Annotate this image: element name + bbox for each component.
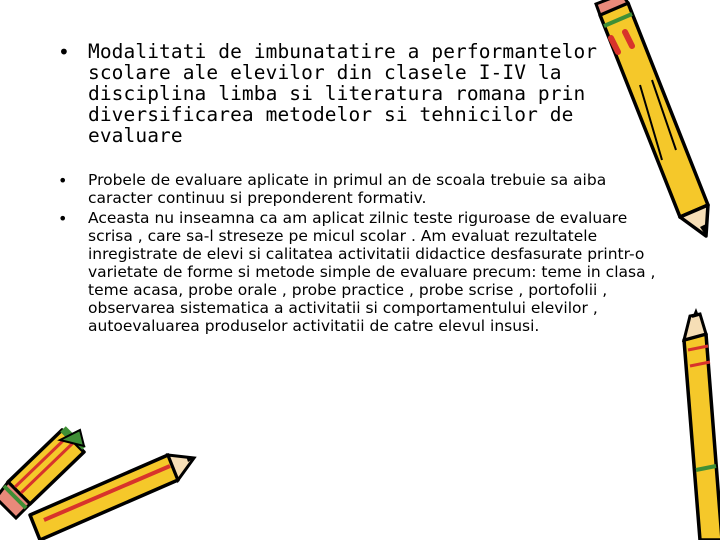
title-bullet-list — [58, 42, 678, 147]
body-bullet-list — [58, 172, 668, 336]
bullet-icon: • — [58, 171, 68, 190]
list-item — [58, 172, 668, 208]
title-bullet — [58, 42, 678, 147]
bullet-icon: • — [58, 40, 70, 64]
bullet-text: Aceasta nu inseamna ca am aplicat zilnic teste riguroase de evaluare scrisa , care sa-l streseze pe micul scolar . Am evaluat rezultatele inregistrate de elevi si calitatea activitatii didactice desfasurate printr-o varietate de forme si metode simple de evaluare precum: teme in clasa , teme acasa, probe orale , probe practice , probe scrise , portofolii , observarea sistematica a activitatii si comportamentului elevilor , autoevaluarea produselor activitatii de catre elevul insusi. — [88, 209, 656, 335]
bullet-icon: • — [58, 209, 68, 228]
title-text: Modalitati de imbunatatire a performantelor scolare ale elevilor din clasele I-IV la disciplina limba si literatura romana prin diversificarea metodelor si tehnicilor de evaluare — [88, 40, 598, 147]
pencil-icon — [684, 308, 720, 540]
list-item — [58, 210, 668, 336]
bullet-text: Probele de evaluare aplicate in primul an de scoala trebuie sa aiba caracter continuu si preponderent formativ. — [88, 171, 607, 207]
